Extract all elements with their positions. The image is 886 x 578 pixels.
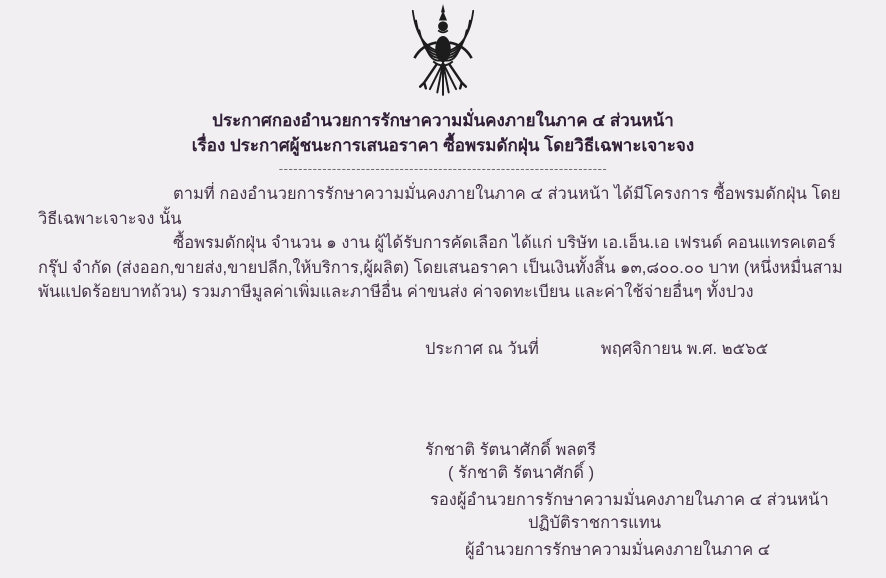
divider-dashes: -------------------------------------------------------------------- — [278, 161, 608, 176]
document-title: ประกาศกองอำนวยการรักษาความมั่นคงภายในภาค ๔ ส่วนหน้า — [212, 111, 674, 130]
paragraph-project-reference: ตามที่ กองอำนวยการรักษาความมั่นคงภายในภาค ๔ ส่วนหน้า ได้มีโครงการ ซื้อพรมดักฝุ่น โดยวิธีเฉพาะเจาะจง นั้น — [38, 185, 841, 228]
document-body — [38, 182, 856, 305]
signer-name-and-rank: รักชาติ รัตนาศักดิ์ พลตรี — [425, 441, 597, 459]
paragraph-winner-details: ซื้อพรมดักฝุ่น จำนวน ๑ งาน ผู้ได้รับการคัดเลือก ได้แก่ บริษัท เอ.เอ็น.เอ เฟรนด์ คอนแทรคเตอร์ กรุ๊ป จำกัด (ส่งออก,ขายส่ง,ขายปลีก,ให้บริการ,ผู้ผลิต) โดยเสนอราคา เป็นเงินทั้งสิ้น ๑๓,๘๐๐.๐๐ บาท (หนึ่งหมื่นสามพันแปดร้อยบาทถ้วน) รวมภาษีมูลค่าเพิ่มและภาษีอื่น ค่าขนส่ง ค่าจดทะเบียน และค่าใช้จ่ายอื่นๆ ทั้งปวง — [38, 234, 843, 301]
signer-position-line1: รองผู้อำนวยการรักษาความมั่นคงภายในภาค ๔ ส่วนหน้า — [430, 491, 829, 509]
date-month-year-label: พฤศจิกายน พ.ศ. ๒๕๖๕ — [600, 340, 769, 358]
date-prefix-label: ประกาศ ณ วันที่ — [425, 340, 539, 358]
signer-position-line3: ผู้อำนวยการรักษาความมั่นคงภายในภาค ๔ — [465, 541, 771, 559]
announcement-date-line — [425, 336, 768, 362]
garuda-emblem-icon — [0, 2, 886, 106]
document-subject: เรื่อง ประกาศผู้ชนะการเสนอราคา ซื้อพรมดักฝุ่น โดยวิธีเฉพาะเจาะจง — [191, 136, 695, 155]
signer-position-line2: ปฏิบัติราชการแทน — [528, 514, 661, 532]
signer-name-parenthesized: ( รักชาติ รัตนาศักดิ์ ) — [448, 464, 595, 482]
